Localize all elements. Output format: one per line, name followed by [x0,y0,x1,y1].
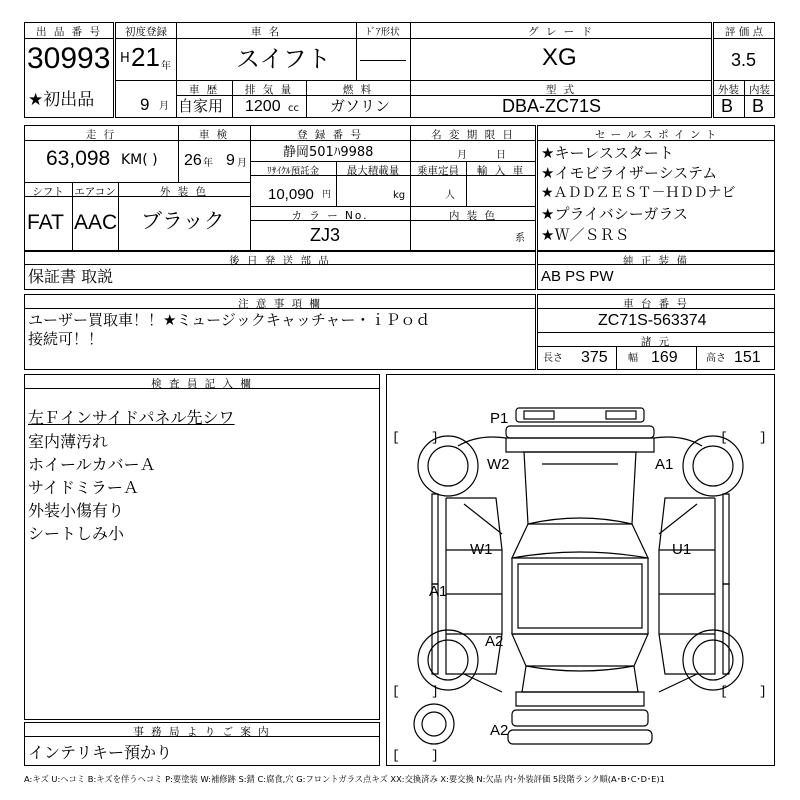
damage-mark-p1: P1 [490,410,509,427]
color-no-header: カ ラ ー No. [291,210,369,222]
inspector-note: サイドミラーＡ [28,478,139,497]
shift-value: FAT [27,211,64,234]
damage-mark-w2: W2 [487,456,510,473]
sales-point-item: ★ＡＤＤＺＥＳＴ－ＨＤＤナビ [541,185,736,201]
inspection-header: 車 検 [198,129,230,141]
model-header: 型 式 [545,84,577,96]
shift-header: シフト [32,186,64,198]
equipment-value: AB PS PW [541,268,614,285]
specs-header: 諸 元 [640,336,672,348]
later-parts-header: 後 日 発 送 部 品 [229,255,331,267]
capacity-unit: 人 [445,190,455,201]
damage-mark-a2-bottom: A2 [490,722,509,739]
car-name-header: 車 名 [250,26,282,38]
sales-point-item: ★キーレススタート [541,144,674,162]
recycle-unit: 円 [322,190,332,200]
model-value: DBA-ZC71S [502,96,602,116]
first-registration-header: 初度登録 [125,26,167,38]
inspection-month-unit: 月 [237,158,247,169]
first-reg-era: H [120,51,130,66]
ac-header: エアコン [74,186,116,198]
name-change-day: 日 [496,150,506,161]
office-header: 事 務 局 よ り ご 案 内 [133,726,271,738]
mileage-header: 走 行 [85,129,117,141]
inspection-year-unit: 年 [203,158,213,169]
length-value: 375 [581,349,608,366]
name-change-month: 月 [457,150,467,161]
fuel-header: 燃 料 [342,84,374,96]
inspector-note: 室内薄汚れ [28,432,109,451]
notes-line: ユーザー買取車！！★ミュージックキャッチャー・ｉＰｏｄ [28,311,431,329]
legend: A:キズ U:ヘコミ B:キズを伴うヘコミ P:要塗装 W:補修跡 S:錆 C:腐食,穴 G:フロントガラス点キズ XX:交換済み X:要交換 N:欠品 内･外装評価 5段階ランク順(A･B･C･D･E)1 [24,774,665,784]
inspector-note: ホイールカバーＡ [28,455,156,474]
inspector-note: 左Ｆインサイドパネル先シワ [28,408,235,427]
bracket-spare: [ ] [392,748,439,763]
exterior-score: B [721,96,734,116]
damage-mark-u1: U1 [672,541,692,558]
grade-value: XG [542,44,577,71]
load-unit: kg [393,190,406,201]
bracket-front-left: [ ] [392,430,439,445]
displacement-header: 排 気 量 [244,84,294,96]
bracket-front-right: [ ] [720,430,767,445]
equipment-header: 純 正 装 備 [622,255,689,267]
first-reg-month-unit: 月 [159,101,169,112]
max-load-header: 最大積載量 [346,165,400,177]
grade-header: グ レ ー ド [527,26,594,38]
car-diagram [386,374,775,766]
interior-score: B [752,96,765,116]
displacement-value: 1200 [245,98,281,115]
door-header: ﾄﾞｱ形状 [366,27,400,38]
width-label: 幅 [628,353,638,364]
notes-header: 注 意 事 項 欄 [238,298,322,310]
sales-points-header: セ ー ル ス ポ イ ン ト [594,129,718,141]
height-value: 151 [734,349,761,366]
inspection-year: 26 [184,152,202,169]
interior-score-header: 内装 [749,84,770,96]
first-reg-year-unit: 年 [161,61,171,72]
inspection-month: 9 [226,152,235,169]
name-change-header: 名 変 期 限 日 [431,129,515,141]
chassis-number: ZC71S-563374 [598,312,707,329]
car-name: スイフト [236,45,331,73]
lot-number: 30993 [27,42,111,75]
inspector-header: 検 査 員 記 入 欄 [151,378,253,390]
inspector-note: シートしみ小 [28,524,125,543]
damage-mark-a2-rear: A2 [485,633,504,650]
bracket-rear-right: [ ] [720,684,767,699]
damage-mark-a1-front: A1 [655,456,674,473]
int-color-unit: 系 [515,233,525,244]
score-header: 評 価 点 [724,26,764,38]
ext-color-header: 外 装 色 [159,186,209,198]
chassis-header: 車 台 番 号 [622,298,689,310]
color-no-value: ZJ3 [310,225,341,245]
damage-mark-w1: W1 [470,541,493,558]
recycle-header: ﾘｻｲｸﾙ預託金 [266,166,320,177]
ext-color-value: ブラック [141,209,225,233]
import-header: 輸 入 車 [476,165,526,177]
sales-point-item: ★Ｗ／ＳＲＳ [541,226,630,244]
office-note: インテリキー預かり [28,743,173,762]
sales-point-item: ★イモビライザーシステム [541,164,718,182]
bracket-rear-left: [ ] [392,684,439,699]
registration-number: 静岡501ﾊ9988 [283,145,374,160]
notes-line: 接続可！！ [28,330,104,348]
car-history: 自家用 [178,97,224,115]
inspector-note: 外装小傷有り [28,501,125,520]
mileage-value: 63,098 [46,147,111,170]
overall-score: 3.5 [731,50,757,70]
int-color-header: 内 装 色 [448,210,498,222]
car-history-header: 車 歴 [188,84,220,96]
fuel-value: ガソリン [330,97,391,115]
exterior-score-header: 外装 [718,84,739,96]
mileage-unit: KM( ) [121,152,158,168]
capacity-header: 乗車定員 [417,165,459,177]
damage-mark-a1-side: A1 [429,583,448,600]
reg-number-header: 登 録 番 号 [296,129,363,141]
later-parts-value: 保証書 取説 [28,267,114,286]
first-reg-year: 21 [131,42,160,72]
first-reg-month: 9 [140,95,150,114]
width-value: 169 [651,349,678,366]
ac-value: AAC [74,211,118,234]
first-listing-badge: ★初出品 [28,90,95,110]
sales-point-item: ★プライバシーガラス [541,205,688,223]
lot-number-header: 出 品 番 号 [35,26,102,38]
displacement-unit: cc [288,103,299,114]
height-label: 高さ [706,353,726,364]
recycle-fee: 10,090 [268,186,314,203]
length-label: 長さ [543,353,563,364]
